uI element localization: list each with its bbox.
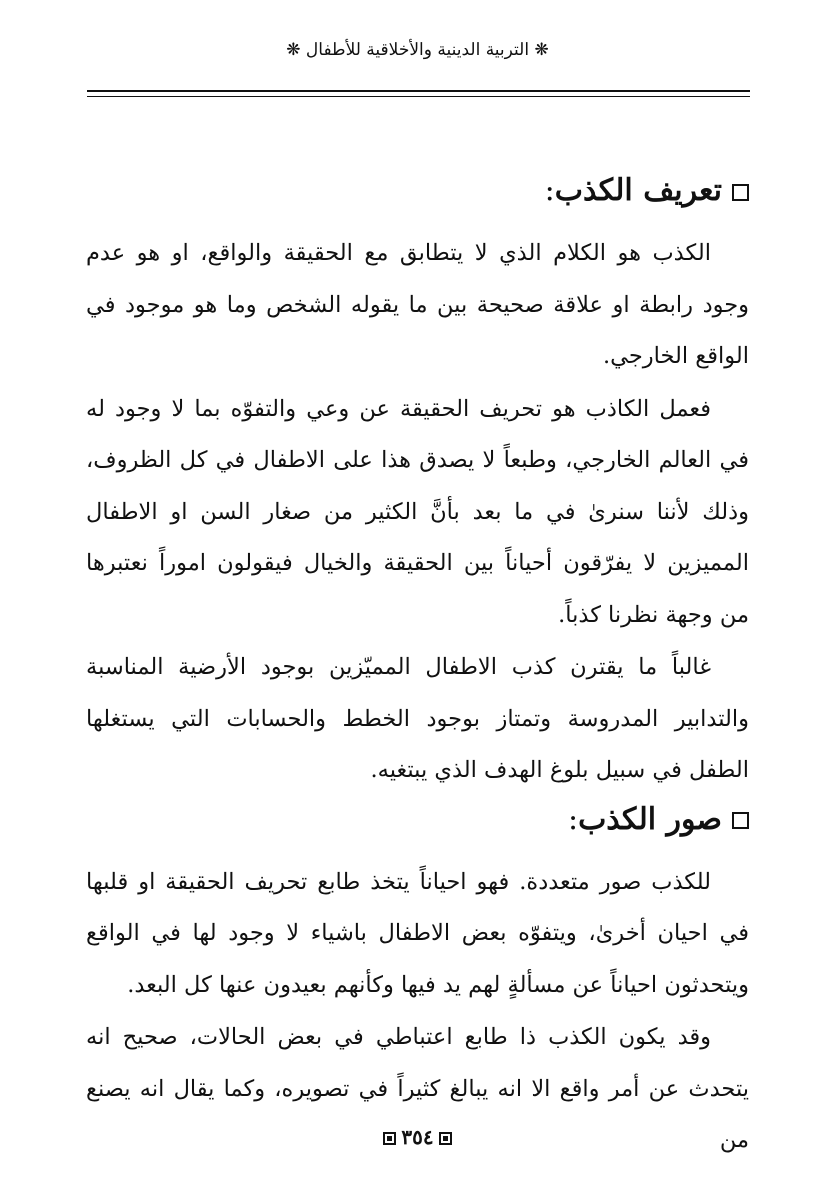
paragraph: فعمل الكاذب هو تحريف الحقيقة عن وعي والتفوّه بما لا وجود له في العالم الخارجي، وطبعاً لا يصدق هذا على الاطفال في كل الظروف، وذلك لأننا سنرىٰ في ما بعد بأنَّ الكثير من صغار السن او الاطفال المميزين لا يفرّقون أحياناً بين الحقيقة والخيال فيقولون اموراً نعتبرها من وجهة نظرنا كذباً. (86, 395, 749, 628)
page-footer (0, 1124, 835, 1150)
paragraph: غالباً ما يقترن كذب الاطفال المميّزين بوجود الأرضية المناسبة والتدابير المدروسة وتمتاز بوجود الخطط والحسابات التي يستغلها الطفل في سبيل بلوغ الهدف الذي يبتغيه. (86, 654, 749, 783)
heading-colon: : (544, 173, 555, 208)
paragraph: وقد يكون الكذب ذا طابع اعتباطي في بعض الحالات، صحيح انه يتحدث عن أمر واقع الا انه يبالغ كثيراً في تصويره، وكما يقال انه يصنع من (86, 1024, 749, 1153)
header-rule-thin (87, 96, 750, 97)
section-heading-forms (86, 797, 749, 843)
section-heading-text: تعريف الكذب (554, 173, 722, 208)
paragraph: الكذب هو الكلام الذي لا يتطابق مع الحقيقة والواقع، او هو عدم وجود رابطة او علاقة صحيحة بين ما يقوله الشخص وما هو موجود في الواقع الخارجي. (86, 240, 749, 369)
square-bullet-icon (732, 812, 749, 829)
section-heading-definition (86, 168, 749, 214)
section-heading-text: صور الكذب (578, 801, 722, 837)
page-body (86, 168, 749, 1167)
heading-colon: : (567, 801, 579, 837)
header-rule-thick (87, 90, 750, 92)
square-bullet-icon (732, 184, 749, 201)
running-header: ❋ التربية الدينية والأخلاقية للأطفال ❋ (286, 40, 549, 60)
paragraph: للكذب صور متعددة. فهو احياناً يتخذ طابع تحريف الحقيقة او قلبها في احيان أخرىٰ، ويتفوّه بعض الاطفال باشياء لا وجود لها في الواقع ويتحدثون احياناً عن مسألةٍ لهم يد فيها وكأنهم بعيدون عنها كل البعد. (86, 868, 749, 998)
page-number: ٣٥٤ (401, 1125, 434, 1149)
footer-square-icon (439, 1132, 452, 1145)
footer-square-icon (383, 1132, 396, 1145)
